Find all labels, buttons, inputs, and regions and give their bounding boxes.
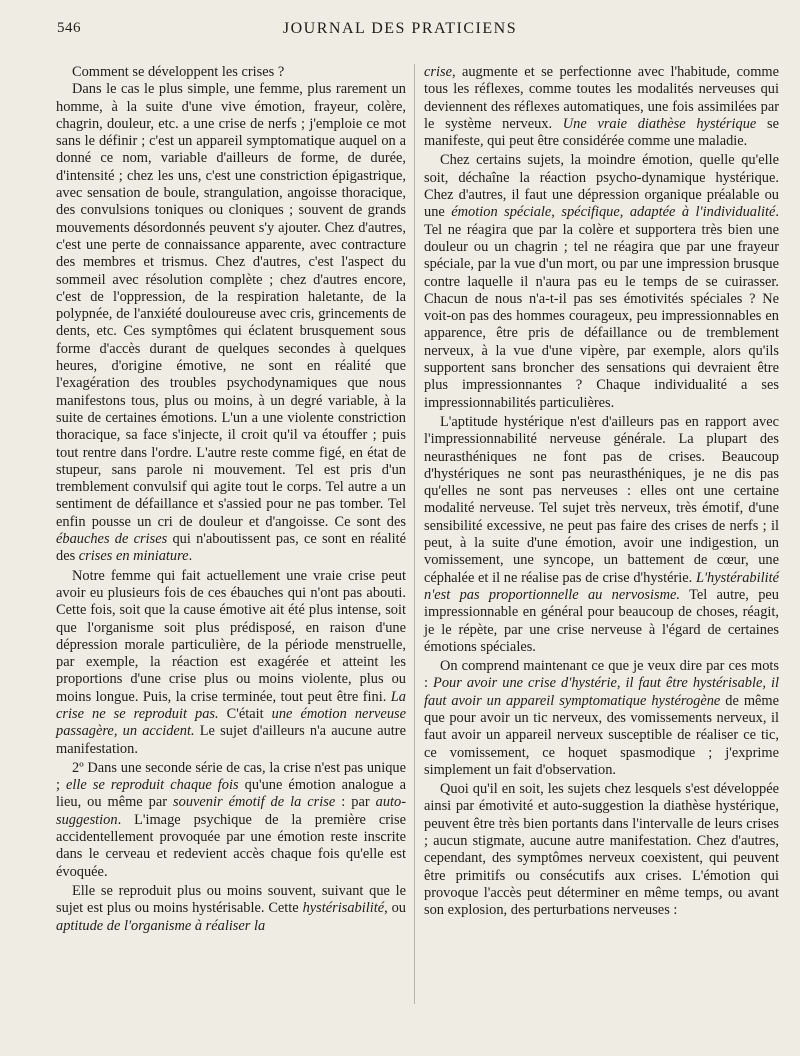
paragraph: On comprend maintenant ce que je veux dire par ces mots : Pour avoir une crise d'hystérie, il faut être hystérisable, il faut avoir un appareil symptomatique hystérogène de même que pour avoir un tic nerveux, des vomissements nerveux, il faut avoir un appareil nerveux susceptible de réaliser ce tic, ce vomissement, ce hoquet spasmodique ; j'exprime simplement un fait d'observation. (424, 658, 779, 778)
left-column (56, 64, 406, 935)
column-divider (414, 64, 415, 1004)
paragraph: Quoi qu'il en soit, les sujets chez lesquels s'est développée ainsi par émotivité et auto-suggestion la diathèse hystérique, peuvent être très bien portants dans l'intervalle de leurs crises ; aucun stigmate, aucune autre manifestation. Chez d'autres, cependant, des symptômes nerveux coexistent, qui peuvent être primitifs ou consécutifs aux crises. L'émotion qui provoque l'accès peut déterminer en même temps, ou avant son explosion, des perturbations nerveuses : (424, 781, 779, 919)
paragraph: 2º Dans une seconde série de cas, la crise n'est pas unique ; elle se reproduit chaque fois qu'une émotion analogue a lieu, ou même par souvenir émotif de la crise : par auto-suggestion. L'image psychique de la première crise accidentellement provoquée par une émotion reste inscrite dans le cerveau et redevient accès chaque fois qu'elle est évoquée. (56, 759, 407, 880)
paragraph: L'aptitude hystérique n'est d'ailleurs pas en rapport avec l'impressionnabilité nerveuse générale. La plupart des neurasthéniques ne font pas de crises. Beaucoup d'hystériques ne sont pas neurasthéniques, je ne dis pas qu'elles ne sont pas nerveuses : elles ont une certaine modalité nerveuse. Tel sujet très nerveux, très émotif, d'une sensibilité excessive, ne peut pas faire des crises de nerfs ; il peut, à la suite d'une émotion, avoir une indigestion, un vomissement, une syncope, un battement de cœur, une céphalée et il ne réalise pas de crise d'hystérie. L'hystérabilité n'est pas proportionnelle au nervosisme. Tel autre, peu impressionnable en général pour beaucoup de choses, réagit, je le répète, par une crise nerveuse à l'égard de certaines émotions spéciales. (424, 413, 779, 655)
paragraph: Elle se reproduit plus ou moins souvent, suivant que le sujet est plus ou moins hystérisable. Cette hystérisabilité, ou aptitude de l'organisme à réaliser la (56, 882, 406, 934)
right-column (424, 64, 779, 920)
paragraph: Comment se développent les crises ? (72, 64, 285, 80)
paragraph: crise, augmente et se perfectionne avec l'habitude, comme tous les réflexes, comme toutes les modalités nerveuses qui deviennent des réflexes automatiques, une fois assimilées par le système nerveux. Une vraie diathèse hystérique se manifeste, qui peut être considérée comme une maladie. (424, 64, 779, 150)
paragraph: Dans le cas le plus simple, une femme, plus rarement un homme, à la suite d'une vive émotion, frayeur, colère, chagrin, douleur, etc. a une crise de nerfs ; j'emploie ce mot sans le définir ; c'est un appareil symptomatique auquel on a donné ce nom, variable d'ailleurs de forme, de durée, d'intensité ; chez les uns, c'est une constriction épigastrique, avec sensation de boule, strangulation, angoisse thoracique, des convulsions toniques ou cloniques ; souvent de grands mouvements désordonnés peuvent s'y ajouter. Chez d'autres, c'est une perte de connaissance apparente, avec contracture des membres et trismus. Chez d'autres, c'est l'aspect du sommeil avec résolution complète ; chez d'autres encore, c'est de l'oppression, de la respiration haletante, de la polypnée, de l'anxiété douloureuse avec cris, grincements de dents, etc. Ces symptômes qui éclatent brusquement sous forme d'accès durant de quelques secondes à quelques heures, d'origine émotive, ne sont en réalité que l'exagération des troubles psychodynamiques que nous manifestons tous, plus ou moins, à un degré variable, à la suite de certaines émotions. L'un a une violente constriction thoracique, sa face s'injecte, il croit qu'il va étouffer ; puis tout rentre dans l'ordre. L'autre reste comme figé, en état de stupeur, sans parole ni mouvement. Tel est pris d'un tremblement convulsif qui agite tout le corps. Tel autre a un sentiment de défaillance et s'assied pour ne pas tomber. Tel enfin pousse un cri de douleur et d'angoisse. Ce sont des ébauches de crises qui n'aboutissent pas, ce sont en réalité des crises en miniature. (56, 81, 406, 565)
page-number: 546 (57, 20, 81, 36)
paragraph: Notre femme qui fait actuellement une vraie crise peut avoir eu plusieurs fois de ces ébauches qui n'ont pas abouti. Cette fois, soit que la cause émotive ait été plus intense, soit que l'organisme soit plus prédisposé, en raison d'une dépression morale particulière, de la période menstruelle, par exemple, la réaction est exagérée et atteint les proportions d'une crise plus ou moins violente, plus ou moins longue. Puis, la crise terminée, tout peut être fini. La crise ne se reproduit pas. C'était une émotion nerveuse passagère, un accident. Le sujet d'ailleurs n'a aucune autre manifestation. (56, 567, 406, 757)
paragraph: Chez certains sujets, la moindre émotion, quelle qu'elle soit, déchaîne la réaction psycho-dynamique hystérique. Chez d'autres, il faut une dépression organique préalable ou une émotion spéciale, spécifique, adaptée à l'individualité. Tel ne réagira que par la colère et supportera très bien une douleur ou un chagrin ; tel ne réagira que par une frayeur spéciale, par la vue d'un mort, ou par une impression brusque contre laquelle il n'aura pas eu le temps de se cuirasser. Chacun de nous n'a-t-il pas ses émotivités spéciales ? Ne voit-on pas des hommes courageux, peu impressionnables en apparence, être pris de défaillance ou de tremblement nerveux, à la vue d'une vipère, par exemple, alors qu'ils supportent sans broncher des sensations qui devraient être plus impressionnantes ? Chaque individualité a ses impressionnabilités particulières. (424, 152, 779, 411)
journal-title: JOURNAL DES PRATICIENS (282, 20, 518, 37)
page-header (0, 18, 800, 42)
